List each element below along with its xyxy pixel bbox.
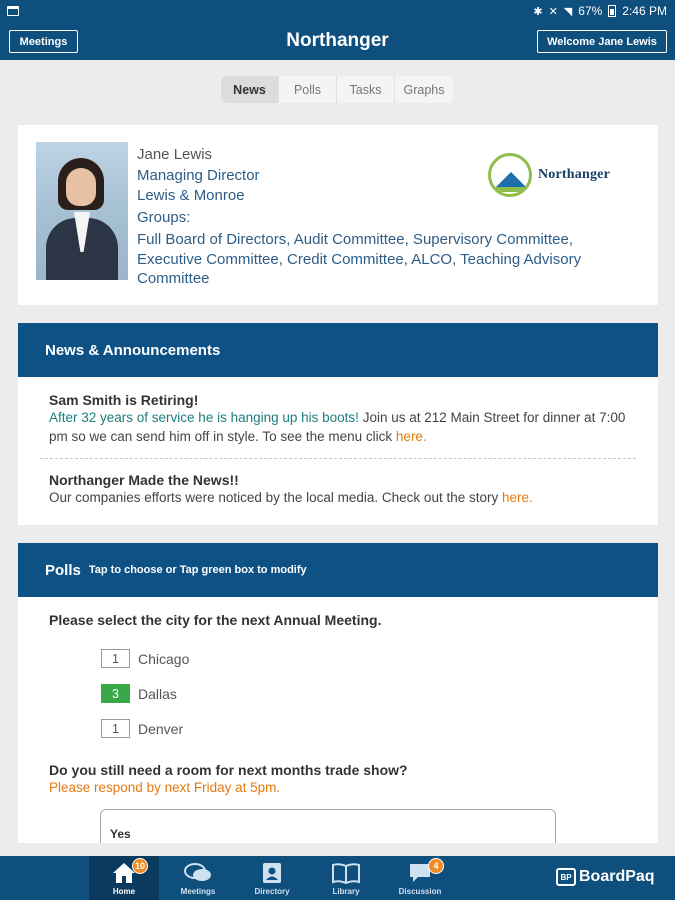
poll-count-box[interactable]: 1	[101, 719, 130, 738]
poll-option-denver[interactable]	[101, 719, 183, 738]
mountain-logo-icon	[488, 153, 532, 197]
nav-label: Directory	[254, 887, 290, 896]
poll-question: Do you still need a room for next months trade show?	[49, 762, 408, 778]
profile-groups-label: Groups:	[137, 209, 191, 226]
nav-library[interactable]	[311, 856, 381, 900]
poll-option-label[interactable]: Denver	[138, 720, 184, 737]
news-divider	[40, 458, 636, 459]
news-item-link[interactable]: here.	[395, 428, 427, 444]
company-logo	[488, 152, 628, 198]
news-item-title[interactable]: Sam Smith is Retiring!	[49, 392, 199, 408]
tab-graphs[interactable]: Graphs	[403, 82, 445, 97]
polls-heading: Polls	[45, 561, 81, 579]
poll-question: Please select the city for the next Annual Meeting.	[49, 612, 382, 628]
welcome-user-button[interactable]: Welcome Jane Lewis	[537, 30, 667, 53]
profile-title: Managing Director	[137, 167, 260, 184]
profile-groups: Full Board of Directors, Audit Committee, Supervisory Committee, Executive Committee, Credit Committee, ALCO, Teaching Advisory Committee	[137, 231, 582, 287]
bluetooth-icon: ✱	[533, 5, 543, 18]
chat-bubbles-icon	[184, 860, 212, 886]
speech-bubble-icon	[408, 860, 439, 886]
photo-face	[66, 168, 96, 206]
news-item-link[interactable]: here.	[501, 490, 533, 505]
home-badge: 10	[132, 858, 148, 874]
open-book-icon	[331, 860, 361, 886]
status-icons	[533, 4, 675, 18]
bottom-nav	[0, 856, 675, 900]
nav-label: Home	[112, 887, 136, 896]
status-bar	[0, 0, 675, 22]
brand-logo	[556, 868, 655, 886]
nav-label: Library	[332, 887, 360, 896]
poll-count-box[interactable]: 1	[101, 649, 130, 668]
content-tabs	[221, 76, 453, 103]
news-item-body	[49, 409, 629, 446]
profile-card	[18, 125, 658, 305]
nav-directory[interactable]	[237, 856, 307, 900]
clock: 2:46 PM	[622, 4, 667, 18]
profile-company: Lewis & Monroe	[137, 187, 245, 204]
wifi-icon: ◥	[563, 5, 573, 18]
notification-icon	[7, 6, 19, 16]
nav-meetings[interactable]	[163, 856, 233, 900]
discussion-badge: 4	[428, 858, 444, 874]
news-card	[18, 323, 658, 525]
tab-tasks[interactable]: Tasks	[337, 76, 395, 103]
nav-label: Meetings	[180, 887, 216, 896]
mute-icon: ✕	[548, 5, 558, 18]
nav-discussion[interactable]	[385, 856, 455, 900]
news-item-text: Our companies efforts were noticed by the local media. Check out the story	[49, 490, 502, 505]
news-item-body	[49, 490, 629, 505]
battery-level: 67%	[578, 4, 603, 18]
app-header	[0, 22, 675, 60]
nav-home[interactable]	[89, 856, 159, 900]
polls-card	[18, 543, 658, 843]
profile-photo	[36, 142, 128, 280]
battery-icon	[608, 5, 616, 17]
page-title: Northanger	[286, 30, 389, 51]
news-heading: News & Announcements	[45, 341, 221, 359]
tab-news[interactable]: News	[221, 76, 279, 103]
poll-option-dallas[interactable]	[101, 684, 177, 703]
news-item-highlight: After 32 years of service he is hanging up his boots!	[49, 410, 359, 425]
meetings-button[interactable]: Meetings	[9, 30, 78, 53]
news-item-title[interactable]: Northanger Made the News!!	[49, 472, 239, 488]
poll-deadline-note: Please respond by next Friday at 5pm.	[49, 780, 281, 795]
poll-answer-option[interactable]: Yes	[100, 809, 556, 843]
poll-option-label[interactable]: Chicago	[138, 650, 190, 667]
logo-wordmark: Northanger	[538, 167, 610, 182]
nav-label: Discussion	[398, 887, 442, 896]
brand-name: BoardPaq	[579, 868, 655, 885]
news-item-text: Join us at 212 Main Street for dinner at 7:00 pm so we can send him off in style. To see the menu click	[49, 410, 626, 444]
polls-subheading: Tap to choose or Tap green box to modify	[88, 564, 307, 576]
profile-name: Jane Lewis	[137, 146, 213, 163]
boardpaq-logo-icon: BP	[556, 868, 576, 886]
tab-polls[interactable]: Polls	[279, 76, 337, 103]
poll-option-label[interactable]: Dallas	[138, 685, 177, 702]
news-header	[18, 323, 658, 377]
polls-header	[18, 543, 658, 597]
home-icon	[112, 860, 145, 886]
poll-option-chicago[interactable]	[101, 649, 189, 668]
contact-book-icon	[260, 860, 284, 886]
poll-count-box-selected[interactable]: 3	[101, 684, 130, 703]
